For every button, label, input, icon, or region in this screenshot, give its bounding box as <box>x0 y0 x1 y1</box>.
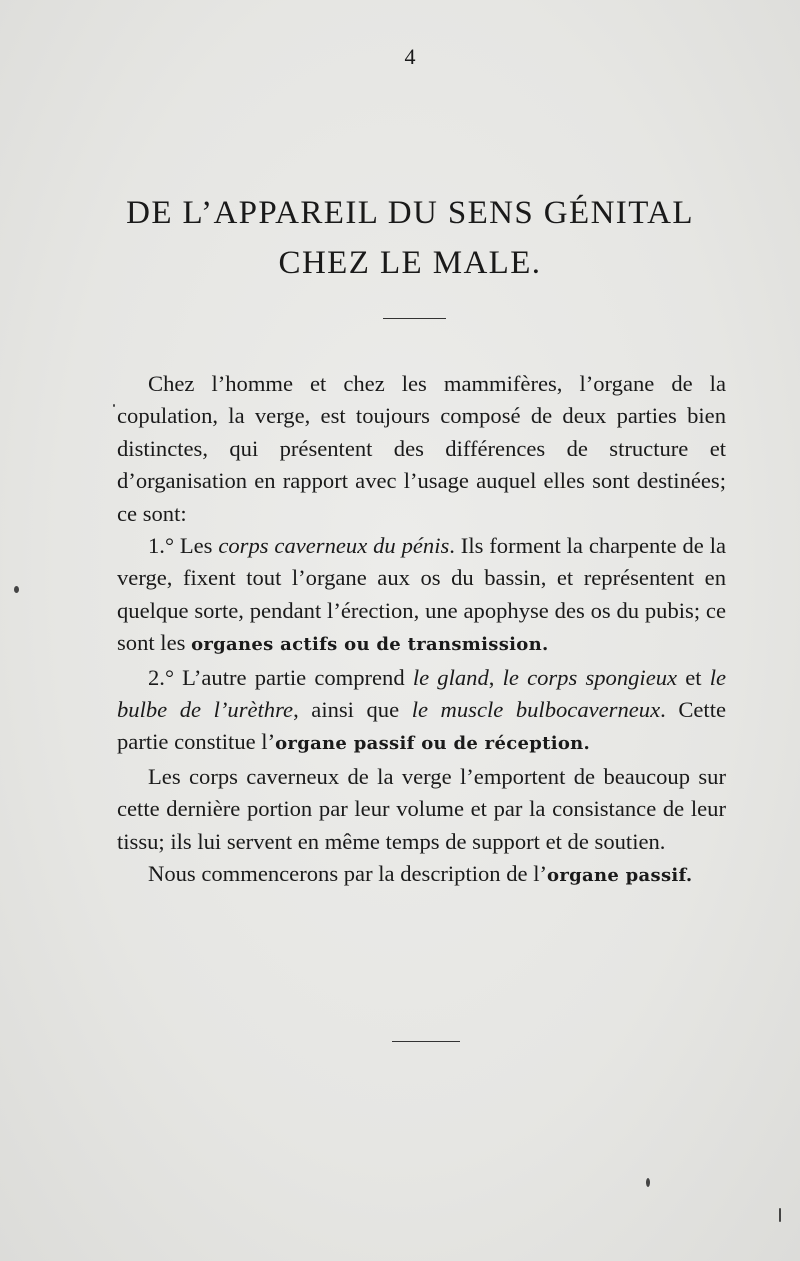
chapter-title-line-2: CHEZ LE MALE. <box>278 245 542 281</box>
speck-corner <box>779 1208 781 1222</box>
item-2-text-1: , <box>488 664 503 690</box>
item-2-italic-term-1: le gland <box>412 664 489 690</box>
paragraph-support <box>117 761 726 858</box>
page-number: 4 <box>404 44 416 69</box>
paragraph-closing <box>117 858 726 892</box>
item-2-text-2: et <box>677 664 710 690</box>
paragraph-support-text: Les corps caverneux de la verge l’emportent de beaucoup sur cette dernière portion par leur volume et par la consistance de leur tissu; ils lui servent en même temps de support et de soutien. <box>117 763 726 854</box>
chapter-title-line-1: DE L’APPAREIL DU SENS GÉNITAL <box>126 195 694 231</box>
paragraph-closing-text: Nous commencerons par la description de l’ <box>148 861 548 887</box>
speck-bottom <box>646 1178 650 1187</box>
paragraph-item-1 <box>117 530 726 662</box>
title-divider <box>383 318 446 319</box>
body-text <box>117 368 726 893</box>
paragraph-intro <box>117 368 726 530</box>
item-1-bold-term: organes actifs ou de transmission. <box>191 634 549 656</box>
item-1-text: . Ils forment la charpente de la verge, fixent tout l’organe aux os du bassin, et représentent en quelque sorte, pendant l’érection, une apophyse des os du pubis; ce sont les <box>117 533 726 656</box>
chapter-title <box>60 188 760 288</box>
item-2-text-3: , ainsi que <box>293 697 412 723</box>
end-divider <box>392 1041 460 1042</box>
speck-margin <box>113 404 115 407</box>
item-1-lead: 1.° Les <box>148 533 219 559</box>
item-2-italic-term-3: le bulbe de l’urèthre <box>117 664 727 723</box>
item-2-italic-term-4: le muscle bulbocaverneux <box>411 697 661 723</box>
item-2-italic-term-2: le corps spongieux <box>502 664 678 690</box>
item-2-bold-term: organe passif ou de réception. <box>275 733 591 755</box>
paragraph-intro-text: Chez l’homme et chez les mammifères, l’organe de la copulation, la verge, est toujours composé de deux parties bien distinctes, qui présentent des différences de structure et d’organisation en rapport avec l’usage auquel elles sont destinées; ce sont: <box>117 371 726 526</box>
paragraph-item-2 <box>117 662 726 761</box>
item-2-lead: 2.° L’autre partie comprend <box>148 664 413 690</box>
closing-bold-term: organe passif. <box>547 865 693 887</box>
item-1-italic-term: corps caverneux du pénis <box>218 533 450 559</box>
speck-left <box>14 586 19 593</box>
item-2-text-4: . Cette partie constitue l’ <box>117 697 727 755</box>
